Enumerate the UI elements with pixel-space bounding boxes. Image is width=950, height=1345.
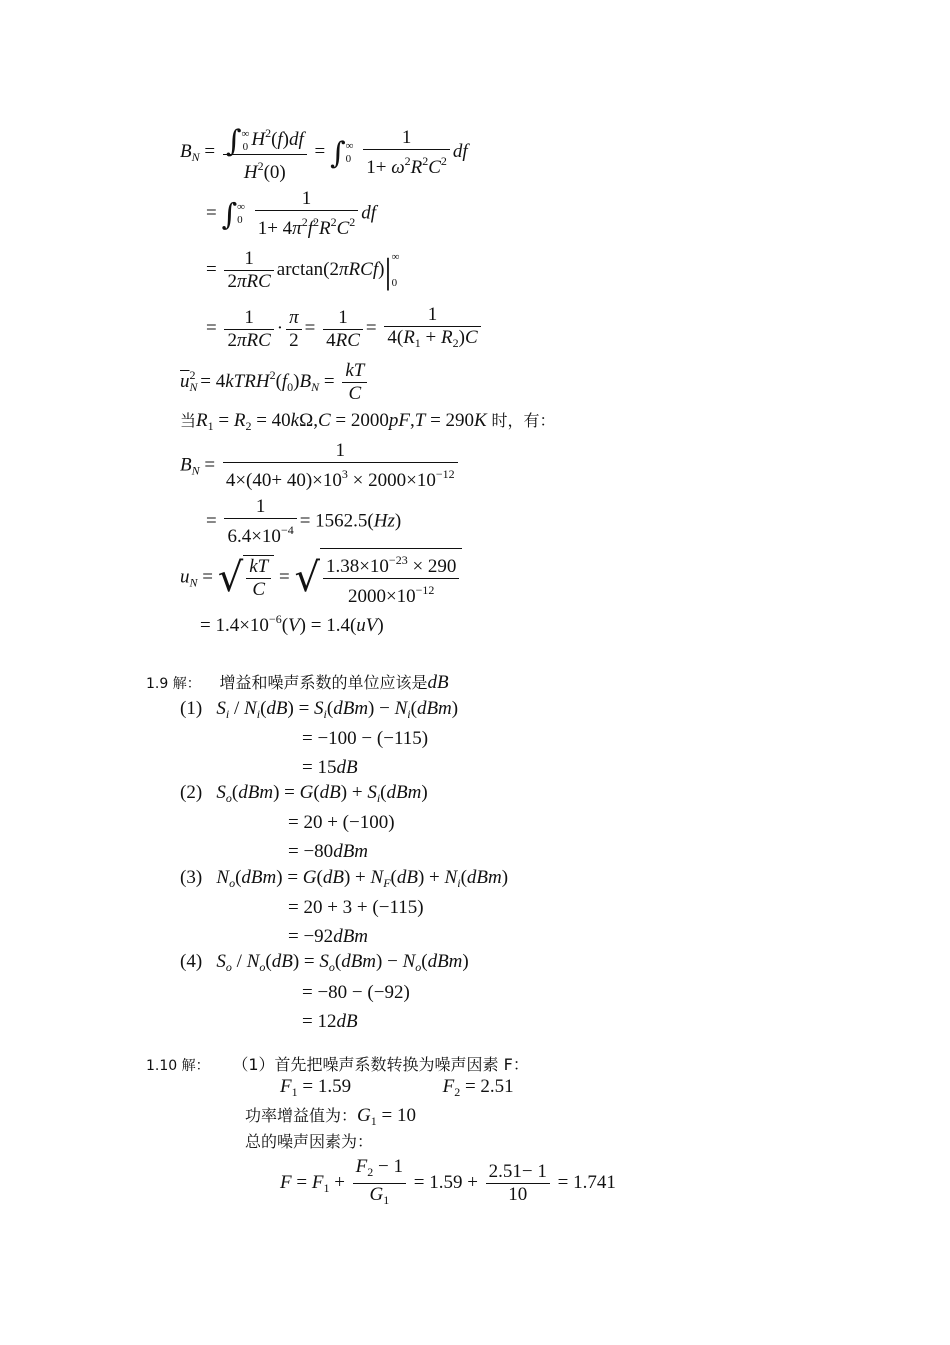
p110-gain-text: 功率增益值为： bbox=[245, 1106, 358, 1125]
p19-item1-l3: = 15dB bbox=[302, 757, 358, 778]
p19-item3-l2: = 20 + 3 + (−115) bbox=[288, 897, 424, 918]
bn-result: = $\frac{1}{6.4\times 10^{-4}}$ = 1562.5(Hz) bbox=[206, 496, 402, 547]
problem-1-10-label: 1.10 解： bbox=[146, 1058, 210, 1074]
p19-item4-l2: = −80 − (−92) bbox=[302, 982, 410, 1003]
problem-1-9-unit: dB bbox=[427, 672, 449, 693]
bn-value: $B_N$ = $\frac{1}{4\times(40+ 40)\times 10^3 \times 2000\times 10^{-12}}$ bbox=[180, 440, 461, 492]
noise-voltage-eq: $\overline{u}_N^2$ = $4kTRH^2(f_0)B_N$ = $\frac{kT}{C}$ bbox=[180, 360, 370, 405]
problem-1-9-label: 1.9 解： bbox=[146, 676, 201, 692]
p19-item4-l3: = 12dB bbox=[302, 1011, 358, 1032]
p110-gain: 功率增益值为：$G_1 = 10$ bbox=[245, 1105, 416, 1128]
un-result: = $1.4\times 10^{-6}(V) = 1.4(uV)$ bbox=[200, 612, 384, 636]
bn-integral-line: $B_N$ = ∫ ∞ 0 $H^2(f)df$ $H^2(0)$ = ∫ ∞ 0 $\frac{1}{1+ \omega^2R^2C^2}$ df bbox=[180, 124, 468, 183]
problem-1-10-header bbox=[146, 1054, 529, 1077]
p110-total-text bbox=[245, 1131, 373, 1153]
p19-item3-l3: = −92dBm bbox=[288, 926, 369, 947]
bn-step4: = $\frac{1}{\text{2πRC}}$ · $\frac{\pi}{2}$ = $\frac{1}{4RC}$ = $\frac{1}{4(R_1 + R_2)C}$ bbox=[206, 304, 484, 354]
problem-1-9-intro: 增益和噪声系数的单位应该是 bbox=[219, 673, 428, 692]
p19-item1-eq: (1) $S_i / N_i(dB) = S_i(dBm) - N_i(dBm)$ bbox=[180, 698, 459, 721]
problem-1-10-intro: （1）首先把噪声系数转换为噪声因素 F： bbox=[232, 1055, 529, 1074]
un-sqrt: $u_N$ = √ $\frac{kT}{C}$ = √ $\frac{1.38\times 10^{-23} \times 290}{2000\times 10^{-12}}$ bbox=[180, 548, 462, 608]
p110-total-eq: $F = F_1$ + $\frac{F_2 - 1}{G_1}$ = 1.59 + $\frac{2.51- 1}{10}$ = 1.741 bbox=[280, 1156, 616, 1211]
p19-item3-eq: (3) $N_o(dBm) = G(dB) + N_F(dB) + N_i(dBm)$ bbox=[180, 867, 509, 890]
p19-item4-eq: (4) $S_o / N_o(dB) = S_o(dBm) - N_o(dBm)$ bbox=[180, 951, 469, 974]
p110-total-label: 总的噪声因素为： bbox=[245, 1132, 374, 1151]
p19-item2-l2: = 20 + (−100) bbox=[288, 812, 395, 833]
bn-step3: = $\frac{1}{\text{2πRC}}$ arctan(2πRCf)| ∞ 0 bbox=[206, 248, 400, 292]
p19-item2-l3: = −80dBm bbox=[288, 841, 369, 862]
condition-line: 当$R_1 = R_2 = 40k\Omega,C = 2000pF,T = 290K$ 时，有： bbox=[180, 410, 556, 433]
p19-item2-eq: (2) $S_o(dBm) = G(dB) + S_i(dBm)$ bbox=[180, 782, 428, 805]
p110-f-values: $F_1 = 1.59$ $F_2 = 2.51$ bbox=[280, 1076, 514, 1099]
problem-1-9-header bbox=[146, 672, 449, 695]
bn-step2: = ∫ ∞ 0 $\frac{1}{1+ 4\pi^2f^2R^2C^2}$ df bbox=[206, 188, 377, 239]
p19-item1-l2: = −100 − (−115) bbox=[302, 728, 429, 749]
